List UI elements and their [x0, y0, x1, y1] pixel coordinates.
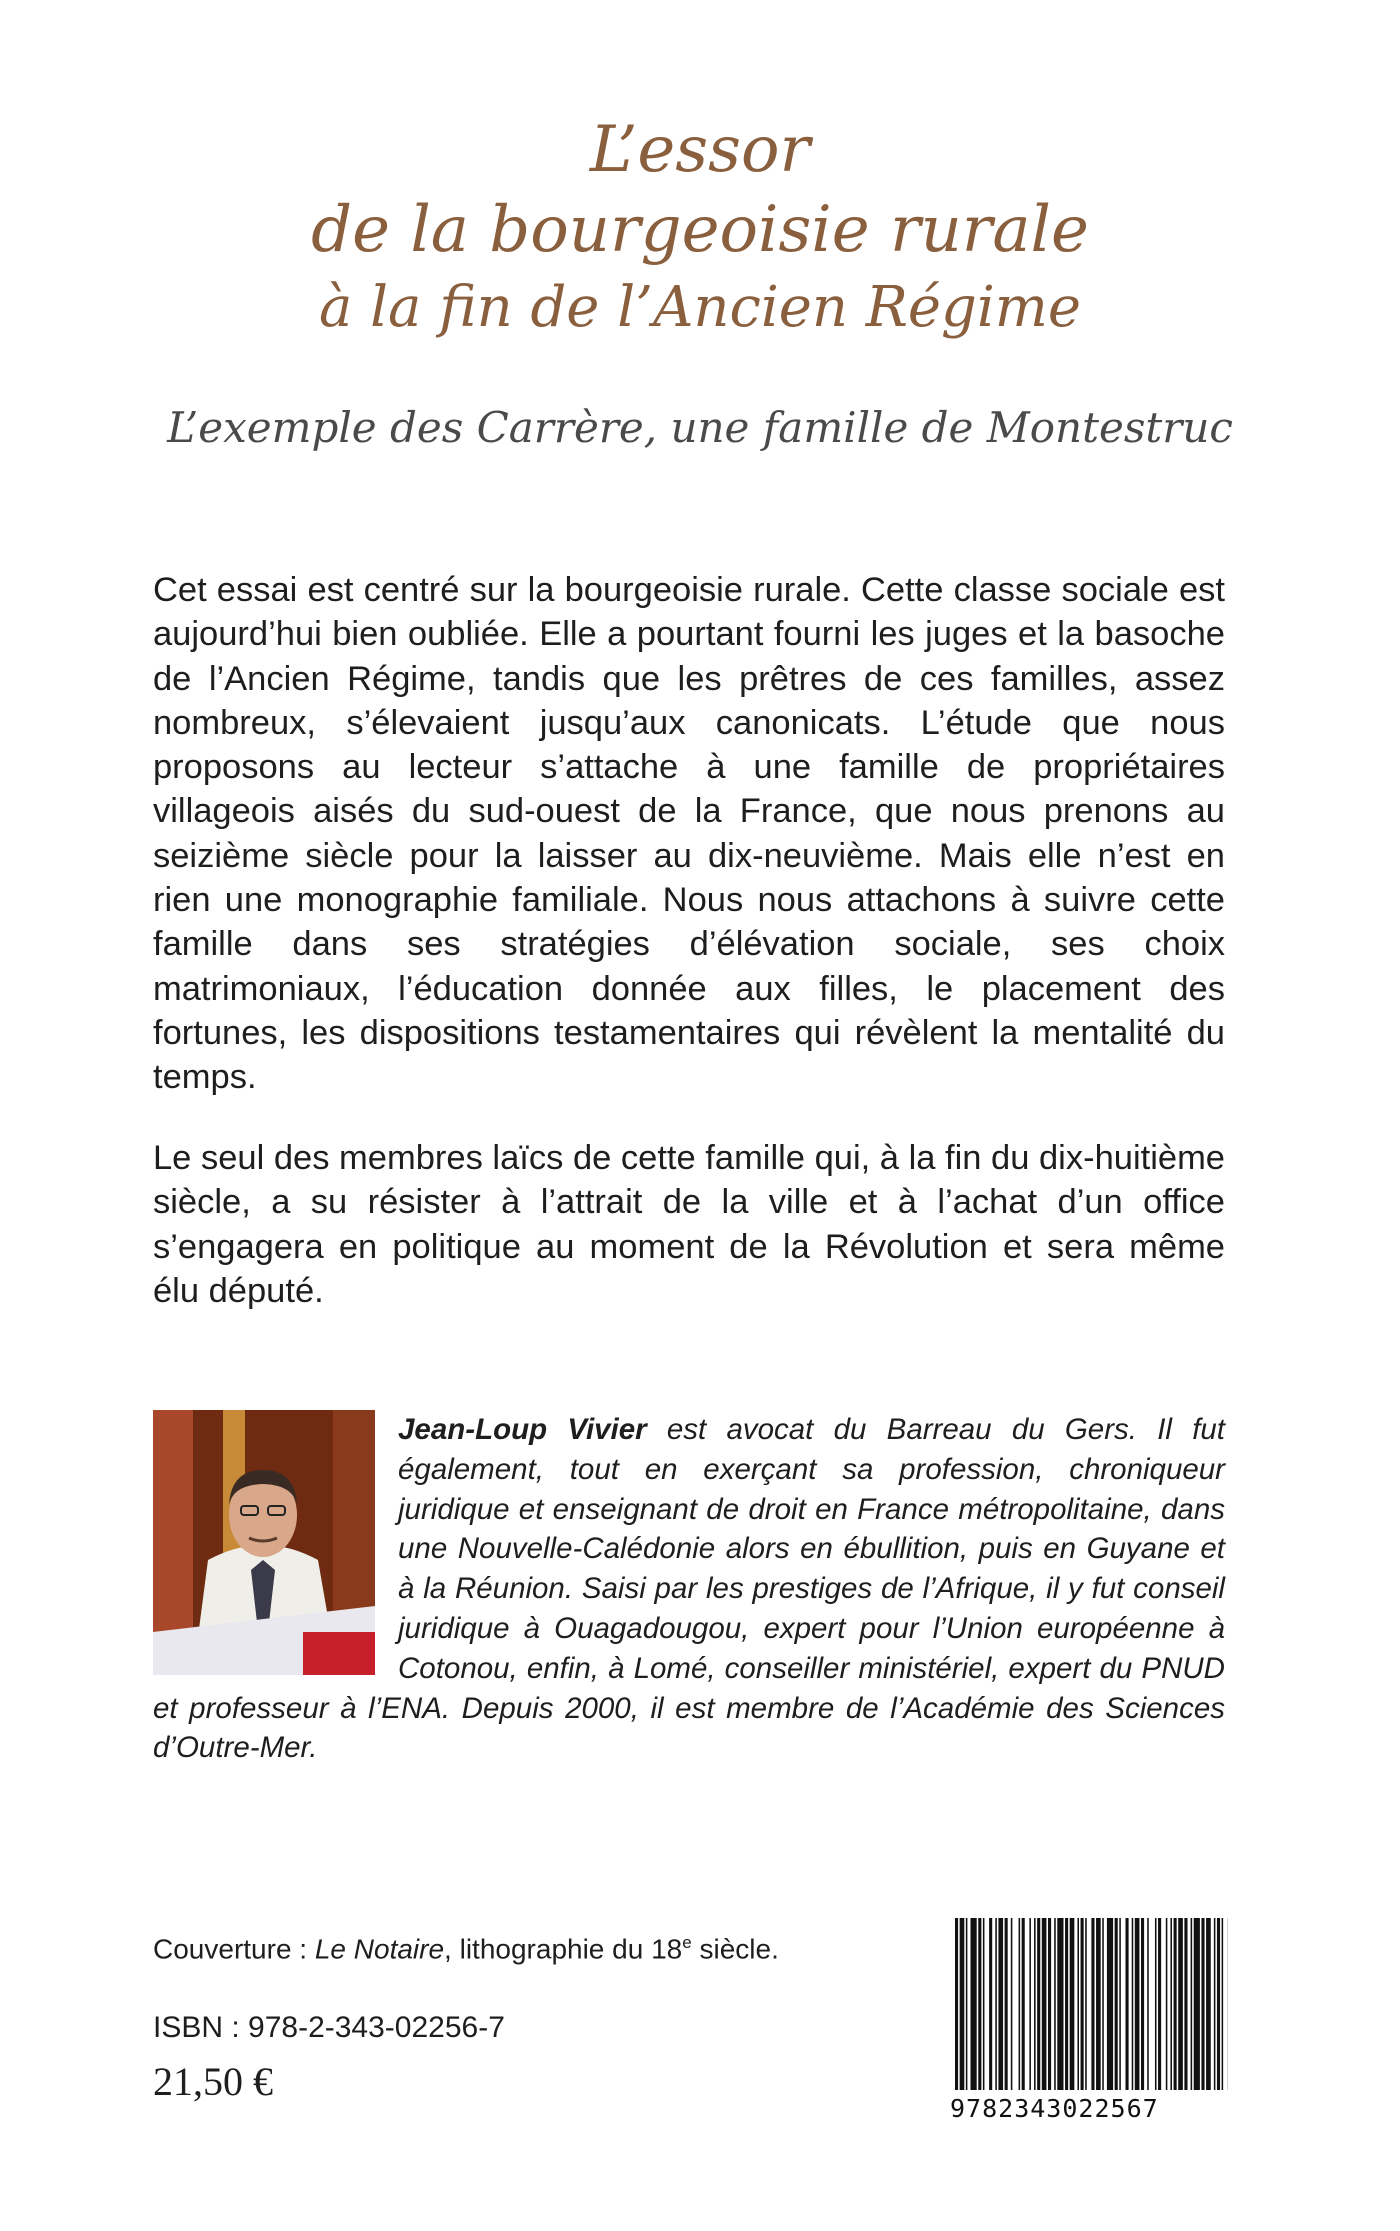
author-bio: [153, 1410, 1225, 1768]
cover-superscript: e: [682, 1933, 692, 1952]
barcode: [955, 1918, 1228, 2090]
author-name: Jean-Loup Vivier: [398, 1413, 647, 1446]
summary-paragraph-2: Le seul des membres laïcs de cette famille qui, à la fin du dix-huitième siècle, a su résister à l’attrait de la ville et à l’achat d’un office s’engagera en politique au moment de la Révolution et sera même élu député.: [153, 1139, 1225, 1310]
isbn: ISBN : 978-2-343-02256-7: [153, 2011, 505, 2044]
book-title: [0, 110, 1400, 346]
barcode-digits: 9782343022567: [950, 2094, 1159, 2123]
cover-middle: , lithographie du 18: [444, 1933, 683, 1965]
title-line-3: à la fin de l’Ancien Régime: [318, 275, 1082, 340]
cover-work-title: Le Notaire: [314, 1933, 445, 1965]
cover-prefix: Couverture :: [153, 1933, 315, 1965]
author-bio-text: est avocat du Barreau du Gers. Il fut également, tout en exerçant sa profession, chroniqueur juridique et enseignant de droit en France métropolitaine, dans une Nouvelle-Calédonie alors en ébullition, puis en Guyane et à la Réunion. Saisi par les prestiges de l’Afrique, il y fut conseil juridique à Ouagadougou, expert pour l’Union européenne à Cotonou, enfin, à Lomé, conseiller ministériel, expert du PNUD et professeur à l’ENA. Depuis 2000, il est membre de l’Académie des Sciences d’Outre-Mer.: [153, 1413, 1225, 1765]
cover-suffix: siècle.: [691, 1933, 779, 1965]
title-line-1: L’essor: [589, 113, 811, 187]
book-subtitle: L’exemple des Carrère, une famille de Montestruc: [167, 403, 1233, 452]
cover-credit: [153, 1925, 779, 1967]
title-line-2: de la bourgeoisie rurale: [311, 193, 1089, 267]
photo-spacer: [153, 1410, 398, 1676]
price: 21,50 €: [153, 2059, 273, 2104]
summary-paragraph-1: Cet essai est centré sur la bourgeoisie rurale. Cette classe sociale est aujourd’hui bien oubliée. Elle a pourtant fourni les juges et la basoche de l’Ancien Régime, tandis que les prêtres de ces familles, assez nombreux, s’élevaient jusqu’aux canonicats. L’étude que nous proposons au lecteur s’attache à une famille de propriétaires villageois aisés du sud-ouest de la France, que nous prenons au seizième siècle pour la laisser au dix-neuvième. Mais elle n’est en rien une monographie familiale. Nous nous attachons à suivre cette famille dans ses stratégies d’élévation sociale, ses choix matrimoniaux, l’éducation donnée aux filles, le placement des fortunes, les dispositions testamentaires qui révèlent la mentalité du temps.: [153, 571, 1225, 1097]
